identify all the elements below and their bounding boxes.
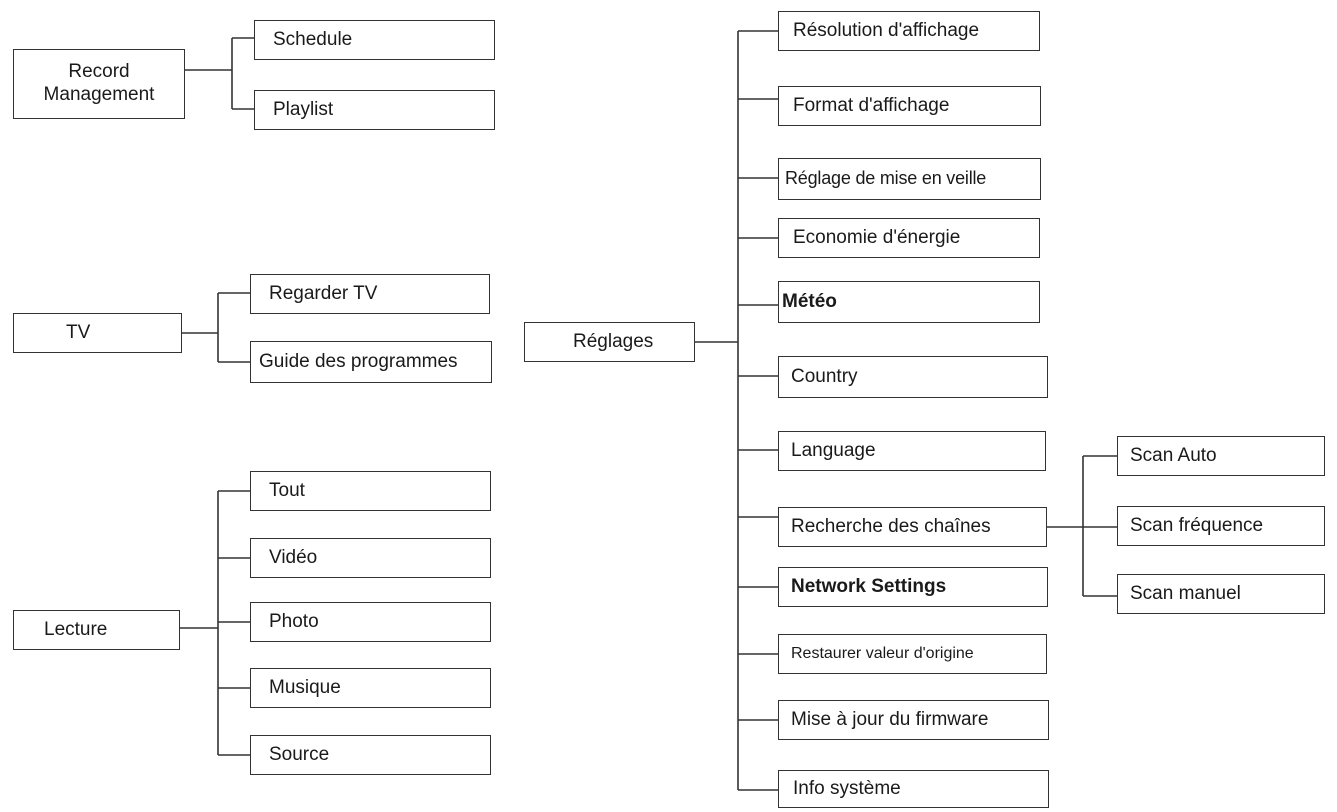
node-meteo: Météo bbox=[778, 281, 1040, 323]
node-country: Country bbox=[778, 356, 1048, 398]
node-resolution-affichage: Résolution d'affichage bbox=[778, 11, 1040, 51]
node-reglages: Réglages bbox=[524, 322, 695, 362]
node-economie-energie: Economie d'énergie bbox=[778, 218, 1040, 258]
node-recherche-des-chaines: Recherche des chaînes bbox=[778, 507, 1047, 547]
node-scan-frequence: Scan fréquence bbox=[1117, 506, 1325, 546]
node-tv: TV bbox=[13, 313, 182, 353]
node-photo: Photo bbox=[250, 602, 491, 642]
node-language: Language bbox=[778, 431, 1046, 471]
node-lecture: Lecture bbox=[13, 610, 180, 650]
record-management-label-line1: Record bbox=[68, 61, 130, 83]
record-management-label-line2: Management bbox=[43, 84, 155, 105]
node-info-systeme: Info système bbox=[778, 770, 1049, 808]
node-regarder-tv: Regarder TV bbox=[250, 274, 490, 314]
node-record-management bbox=[13, 49, 185, 119]
node-mise-a-jour-firmware: Mise à jour du firmware bbox=[778, 700, 1049, 740]
node-schedule: Schedule bbox=[254, 20, 495, 60]
node-scan-auto: Scan Auto bbox=[1117, 436, 1325, 476]
node-playlist: Playlist bbox=[254, 90, 495, 130]
node-video: Vidéo bbox=[250, 538, 491, 578]
node-source: Source bbox=[250, 735, 491, 775]
node-network-settings: Network Settings bbox=[778, 567, 1048, 607]
node-format-affichage: Format d'affichage bbox=[778, 86, 1041, 126]
node-tout: Tout bbox=[250, 471, 491, 511]
node-reglage-mise-en-veille: Réglage de mise en veille bbox=[778, 158, 1041, 200]
node-guide-des-programmes: Guide des programmes bbox=[250, 341, 492, 383]
node-scan-manuel: Scan manuel bbox=[1117, 574, 1325, 614]
node-restaurer-valeur-origine: Restaurer valeur d'origine bbox=[778, 634, 1047, 674]
node-musique: Musique bbox=[250, 668, 491, 708]
